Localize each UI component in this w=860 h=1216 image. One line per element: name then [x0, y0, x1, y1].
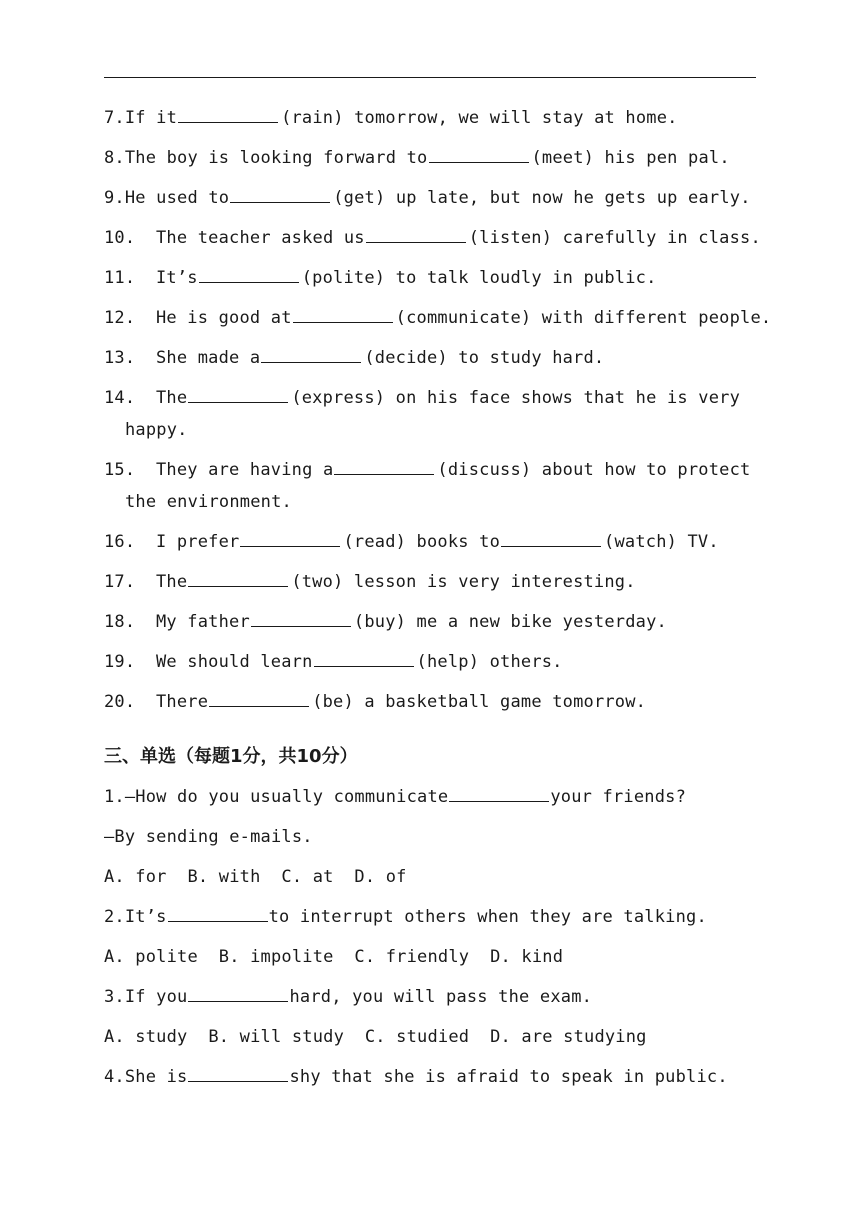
- mc-question-3: [104, 987, 592, 1007]
- answer-blank[interactable]: [188, 572, 288, 587]
- mc-question-4: [104, 1067, 728, 1087]
- question-text: shy that she is afraid to speak in public.: [289, 1067, 728, 1087]
- question-text: up late, but now he gets up early.: [385, 188, 751, 208]
- answer-blank[interactable]: [168, 907, 268, 922]
- question-text: The: [156, 388, 188, 408]
- question-13: [104, 348, 604, 368]
- question-text: TV.: [677, 532, 719, 552]
- question-number: 17.: [104, 572, 136, 592]
- question-text: 3.If you: [104, 987, 188, 1007]
- question-text: others.: [479, 652, 563, 672]
- word-hint: (express): [291, 388, 386, 408]
- question-16: [104, 532, 719, 552]
- question-12: [104, 308, 771, 328]
- answer-blank[interactable]: [188, 1067, 288, 1082]
- question-number: 13.: [104, 348, 136, 368]
- mc-options-2: A. polite B. impolite C. friendly D. kind: [104, 947, 564, 967]
- word-hint: (two): [291, 572, 344, 592]
- question-text: The: [156, 572, 188, 592]
- question-text: books to: [406, 532, 501, 552]
- question-text: a basketball game tomorrow.: [353, 692, 647, 712]
- question-text: hard, you will pass the exam.: [289, 987, 593, 1007]
- question-number: 9.: [104, 188, 125, 208]
- answer-blank[interactable]: [188, 987, 288, 1002]
- question-number: 16.: [104, 532, 136, 552]
- answer-blank[interactable]: [199, 268, 299, 283]
- word-hint: (get): [333, 188, 386, 208]
- question-number: 20.: [104, 692, 136, 712]
- question-text: to interrupt others when they are talking.: [268, 907, 707, 927]
- question-text: 1.—How do you usually communicate: [104, 787, 449, 807]
- question-text: tomorrow, we will stay at home.: [343, 108, 678, 128]
- question-text: There: [156, 692, 209, 712]
- mc-question-1-reply: —By sending e-mails.: [104, 827, 313, 847]
- question-15: [104, 460, 750, 480]
- word-hint: (polite): [301, 268, 386, 288]
- answer-blank[interactable]: [209, 692, 309, 707]
- section-heading: 三、单选（每题1分，共10分）: [104, 746, 358, 767]
- question-number: 8.: [104, 148, 125, 168]
- header-rule: [104, 77, 756, 78]
- question-19: [104, 652, 563, 672]
- question-text: your friends?: [550, 787, 687, 807]
- answer-blank[interactable]: [230, 188, 330, 203]
- word-hint: (watch): [604, 532, 678, 552]
- question-number: 12.: [104, 308, 136, 328]
- mc-question-2: [104, 907, 707, 927]
- question-text: carefully in class.: [552, 228, 761, 248]
- question-text: I prefer: [156, 532, 240, 552]
- answer-blank[interactable]: [178, 108, 278, 123]
- question-text: lesson is very interesting.: [343, 572, 636, 592]
- answer-blank[interactable]: [188, 388, 288, 403]
- question-text: 2.It’s: [104, 907, 167, 927]
- word-hint: (rain): [281, 108, 344, 128]
- word-hint: (read): [343, 532, 407, 552]
- question-11: [104, 268, 657, 288]
- question-14: [104, 388, 740, 408]
- answer-blank[interactable]: [501, 532, 601, 547]
- question-text: The teacher asked us: [156, 228, 365, 248]
- question-number: 19.: [104, 652, 136, 672]
- question-text: me a new bike yesterday.: [406, 612, 667, 632]
- question-number: 18.: [104, 612, 136, 632]
- question-number: 10.: [104, 228, 136, 248]
- question-text: We should learn: [156, 652, 313, 672]
- question-text: My father: [156, 612, 250, 632]
- question-18: [104, 612, 667, 632]
- word-hint: (communicate): [395, 308, 532, 328]
- answer-blank[interactable]: [251, 612, 351, 627]
- question-15-continuation: the environment.: [125, 492, 292, 512]
- question-text: on his face shows that he is very: [385, 388, 741, 408]
- question-text: about how to protect: [531, 460, 751, 480]
- question-14-continuation: happy.: [125, 420, 188, 440]
- question-text: his pen pal.: [594, 148, 730, 168]
- word-hint: (be): [312, 692, 354, 712]
- question-text: She made a: [156, 348, 261, 368]
- mc-question-1: [104, 787, 686, 807]
- question-number: 14.: [104, 388, 136, 408]
- answer-blank[interactable]: [314, 652, 414, 667]
- question-number: 11.: [104, 268, 136, 288]
- question-8: [104, 148, 730, 168]
- answer-blank[interactable]: [261, 348, 361, 363]
- question-text: 4.She is: [104, 1067, 188, 1087]
- question-17: [104, 572, 636, 592]
- question-text: to study hard.: [447, 348, 605, 368]
- question-text: It’s: [156, 268, 198, 288]
- word-hint: (buy): [353, 612, 407, 632]
- answer-blank[interactable]: [449, 787, 549, 802]
- question-number: 7.: [104, 108, 125, 128]
- question-9: [104, 188, 751, 208]
- question-text: They are having a: [156, 460, 334, 480]
- answer-blank[interactable]: [366, 228, 466, 243]
- question-10: [104, 228, 761, 248]
- question-text: The boy is looking forward to: [124, 148, 428, 168]
- question-text: If it: [124, 108, 178, 128]
- word-hint: (discuss): [437, 460, 532, 480]
- mc-options-1: A. for B. with C. at D. of: [104, 867, 407, 887]
- answer-blank[interactable]: [429, 148, 529, 163]
- word-hint: (help): [416, 652, 480, 672]
- answer-blank[interactable]: [334, 460, 434, 475]
- word-hint: (decide): [364, 348, 448, 368]
- answer-blank[interactable]: [293, 308, 393, 323]
- mc-options-3: A. study B. will study C. studied D. are studying: [104, 1027, 647, 1047]
- question-text: with different people.: [531, 308, 772, 328]
- word-hint: (meet): [531, 148, 595, 168]
- question-number: 15.: [104, 460, 136, 480]
- question-7: [104, 108, 678, 128]
- question-text: He is good at: [156, 308, 292, 328]
- word-hint: (listen): [468, 228, 553, 248]
- question-text: to talk loudly in public.: [385, 268, 657, 288]
- question-20: [104, 692, 646, 712]
- question-text: He used to: [124, 188, 230, 208]
- answer-blank[interactable]: [240, 532, 340, 547]
